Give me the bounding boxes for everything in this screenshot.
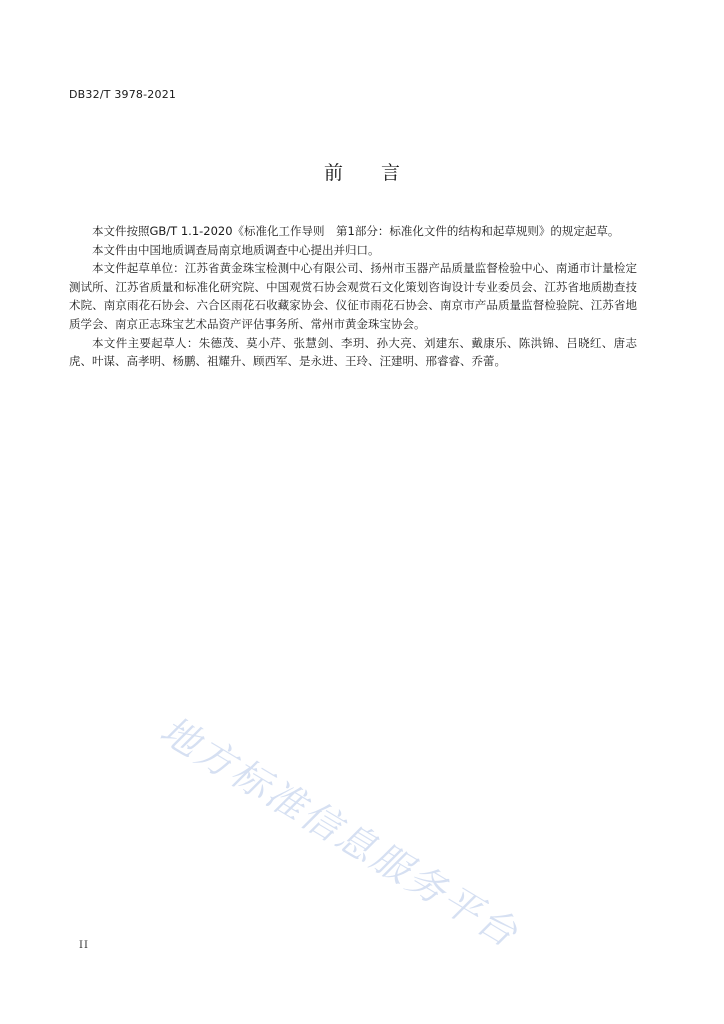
title-char-1: 前 xyxy=(323,162,343,184)
section-title xyxy=(0,158,724,185)
foreword-body xyxy=(69,222,637,371)
paragraph-drafting-units: 本文件起草单位：江苏省黄金珠宝检测中心有限公司、扬州市玉器产品质量监督检验中心、南通市计量检定测试所、江苏省质量和标准化研究院、中国观赏石协会观赏石文化策划咨询设计专业委员会、江苏省地质勘查技术院、南京雨花石协会、六合区雨花石收藏家协会、仪征市雨花石协会、南京市产品质量监督检验院、江苏省地质学会、南京正志珠宝艺术品资产评估事务所、常州市黄金珠宝协会。 xyxy=(69,261,637,331)
watermark: 地方标准信息服务平台 xyxy=(152,707,527,957)
title-char-2: 言 xyxy=(381,162,401,184)
paragraph-drafting-rules: 本文件按照GB/T 1.1-2020《标准化工作导则 第1部分：标准化文件的结构和起草规则》的规定起草。 xyxy=(92,224,620,238)
page-number: II xyxy=(79,940,89,951)
paragraph-proposer: 本文件由中国地质调查局南京地质调查中心提出并归口。 xyxy=(92,242,380,257)
document-code: DB32/T 3978-2021 xyxy=(69,88,177,101)
paragraph-drafters: 本文件主要起草人：朱德茂、莫小芹、张慧剑、李玥、孙大亮、刘建东、戴康乐、陈洪锦、吕晓红、唐志虎、叶谋、高孝明、杨鹏、祖耀升、顾西军、是永进、王玲、汪建明、邢睿睿、乔蕾。 xyxy=(69,335,637,369)
